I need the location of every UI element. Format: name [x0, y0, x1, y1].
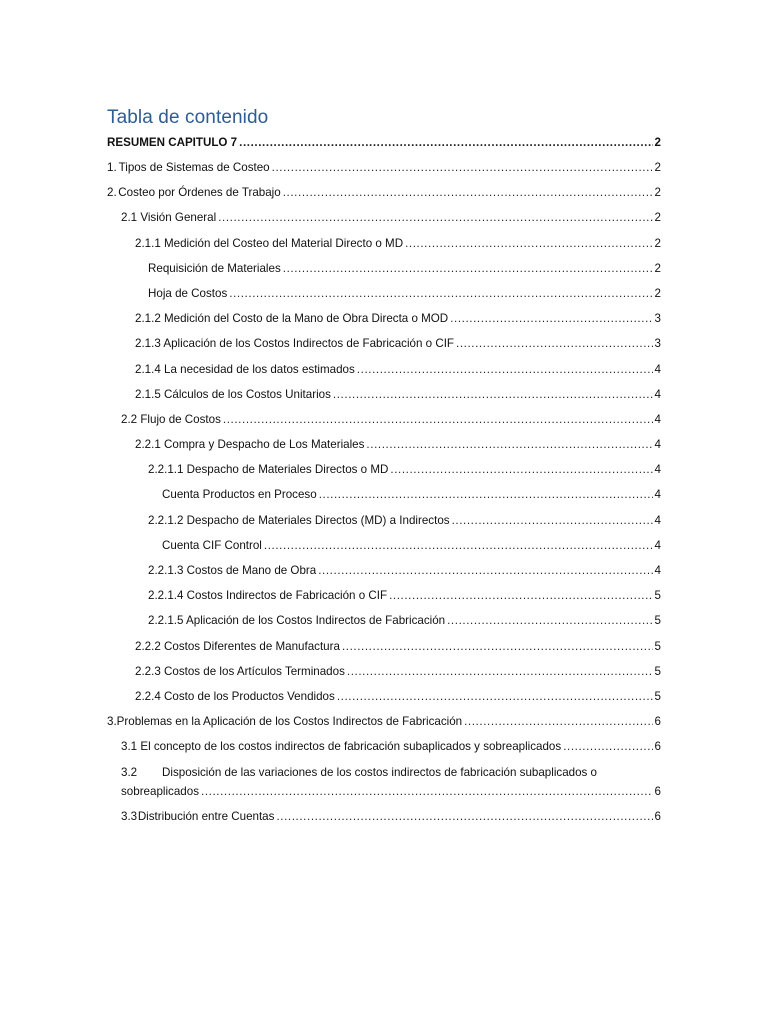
toc-page-number: 4 [654, 388, 661, 401]
toc-entry-text: 2.2 Flujo de Costos [121, 413, 221, 426]
toc-entry[interactable] [107, 714, 661, 729]
toc-leader [229, 286, 652, 301]
toc-page-number: 4 [654, 363, 661, 376]
toc-page-number: 4 [654, 488, 661, 501]
toc-entry-text: Costeo por Órdenes de Trabajo [118, 186, 281, 199]
toc-leader [357, 362, 653, 377]
toc-leader [223, 412, 653, 427]
toc-page-number: 4 [654, 438, 661, 451]
toc-entry-text: sobreaplicados [121, 785, 199, 798]
toc-entry[interactable] [121, 412, 661, 427]
toc-leader [283, 185, 653, 200]
toc-leader [389, 588, 652, 603]
toc-page-number: 2 [654, 211, 661, 224]
toc-leader [201, 784, 653, 799]
toc-entry-text: 2.1 Visión General [121, 211, 217, 224]
toc-page-number: 5 [654, 665, 661, 678]
toc-leader [450, 311, 652, 326]
toc-leader [366, 437, 652, 452]
toc-entry-text: Disposición de las variaciones de los costos indirectos de fabricación subaplicados o [162, 766, 598, 779]
toc-entry[interactable] [148, 613, 661, 628]
toc-page-number: 6 [654, 810, 661, 823]
toc-entry-text: Problemas en la Aplicación de los Costos Indirectos de Fabricación [116, 715, 463, 728]
toc-page-number: 3 [654, 312, 661, 325]
toc-entry[interactable] [135, 437, 661, 452]
toc-leader [563, 739, 652, 754]
toc-entry-text: Cuenta CIF Control [162, 539, 262, 552]
toc-page-number: 2 [654, 161, 661, 174]
toc-leader [264, 538, 653, 553]
toc-entry[interactable] [162, 538, 661, 553]
toc-leader [218, 210, 652, 225]
toc-entry-text: 2.2.2 Costos Diferentes de Manufactura [135, 640, 340, 653]
toc-leader [239, 135, 652, 150]
toc-entry[interactable] [148, 261, 661, 276]
toc-leader [405, 236, 652, 251]
toc-entry-text: 2.1.1 Medición del Costeo del Material Directo o MD [135, 237, 404, 250]
toc-leader [283, 261, 653, 276]
toc-entry[interactable] [107, 185, 661, 200]
toc-leader [318, 563, 652, 578]
toc-entry[interactable] [135, 689, 661, 704]
toc-page-number: 5 [654, 614, 661, 627]
toc-entry[interactable] [162, 487, 661, 502]
toc-page-number: 3 [654, 337, 661, 350]
toc-page-number: 4 [654, 413, 661, 426]
toc-entry-text: 2.2.4 Costo de los Productos Vendidos [135, 690, 335, 703]
toc-entry-text: Requisición de Materiales [148, 262, 281, 275]
toc-page-number: 6 [654, 740, 661, 753]
toc-entry[interactable] [135, 311, 661, 326]
toc-page-number: 2 [654, 136, 661, 149]
toc-entry-text: 2.1.2 Medición del Costo de la Mano de Obra Directa o MOD [135, 312, 449, 325]
toc-entry-text: 2.2.1 Compra y Despacho de Los Materiales [135, 438, 365, 451]
toc-entry[interactable] [135, 362, 661, 377]
toc-entry[interactable] [148, 588, 661, 603]
toc-entry-text: Tipos de Sistemas de Costeo [118, 161, 270, 174]
toc-page-number: 4 [654, 463, 661, 476]
toc-entry[interactable] [135, 639, 661, 654]
toc-leader [452, 513, 653, 528]
toc-entry-text: 2.2.1.2 Despacho de Materiales Directos (MD) a Indirectos [148, 514, 450, 527]
toc-entry[interactable] [121, 784, 661, 799]
toc-entry[interactable] [121, 210, 661, 225]
toc-entry[interactable] [121, 739, 661, 754]
toc-page-number: 2 [654, 287, 661, 300]
toc-entry[interactable] [148, 563, 661, 578]
toc-entry[interactable] [135, 336, 661, 351]
toc-leader [342, 639, 653, 654]
toc-page-number: 2 [654, 186, 661, 199]
toc-entry-number: 3.2 [121, 766, 138, 779]
toc-entry-text: 3.1 El concepto de los costos indirectos de fabricación subaplicados y sobreaplicados [121, 740, 562, 753]
toc-entry-text: 2.1.3 Aplicación de los Costos Indirectos de Fabricación o CIF [135, 337, 454, 350]
toc-page-number: 5 [654, 589, 661, 602]
toc-leader [272, 160, 653, 175]
toc-entry-number: 1. [107, 161, 117, 174]
toc-leader [276, 809, 652, 824]
toc-page-number: 4 [654, 564, 661, 577]
toc-page-number: 5 [654, 690, 661, 703]
toc-entry[interactable] [148, 286, 661, 301]
toc-page-number: 5 [654, 640, 661, 653]
toc-page-number: 4 [654, 539, 661, 552]
toc-entry[interactable] [107, 135, 661, 150]
toc-leader [464, 714, 652, 729]
toc-page-number: 4 [654, 514, 661, 527]
toc-entry-text: 2.2.1.1 Despacho de Materiales Directos o MD [148, 463, 389, 476]
toc-entry-text: 2.2.1.3 Costos de Mano de Obra [148, 564, 317, 577]
toc-entry-text: Distribución entre Cuentas [137, 810, 275, 823]
toc-entry-text: 2.1.4 La necesidad de los datos estimados [135, 363, 355, 376]
toc-entry-text: Cuenta Productos en Proceso [162, 488, 317, 501]
toc-leader [390, 462, 652, 477]
toc-entry[interactable] [148, 462, 661, 477]
toc-entry-number: 3.3 [121, 810, 138, 823]
toc-entry-number: 3. [107, 715, 117, 728]
toc-page-number: 2 [654, 262, 661, 275]
toc-leader [319, 487, 653, 502]
toc-page-number: 2 [654, 237, 661, 250]
toc-leader [333, 387, 653, 402]
toc-entry[interactable] [107, 160, 661, 175]
toc-page-number: 6 [654, 785, 661, 798]
toc-entry-text: 2.2.1.4 Costos Indirectos de Fabricación o CIF [148, 589, 388, 602]
toc-entry[interactable] [135, 236, 661, 251]
toc-entry-text: 2.1.5 Cálculos de los Costos Unitarios [135, 388, 331, 401]
toc-title: Tabla de contenido [107, 107, 269, 128]
toc-entry[interactable] [121, 809, 661, 824]
toc-page-number: 6 [654, 715, 661, 728]
toc-entry-text: 2.2.1.5 Aplicación de los Costos Indirectos de Fabricación [148, 614, 446, 627]
toc-leader [447, 613, 652, 628]
toc-entry-text: Hoja de Costos [148, 287, 228, 300]
toc-entry[interactable] [148, 513, 661, 528]
toc-entry-number: 2. [107, 186, 117, 199]
toc-entry[interactable] [135, 664, 661, 679]
toc-entry-line[interactable] [121, 765, 661, 780]
toc-entry-text: 2.2.3 Costos de los Artículos Terminados [135, 665, 345, 678]
toc-leader [337, 689, 653, 704]
toc-leader [347, 664, 653, 679]
toc-leader [456, 336, 653, 351]
toc-entry[interactable] [135, 387, 661, 402]
toc-entry-text: RESUMEN CAPITULO 7 [107, 136, 238, 149]
